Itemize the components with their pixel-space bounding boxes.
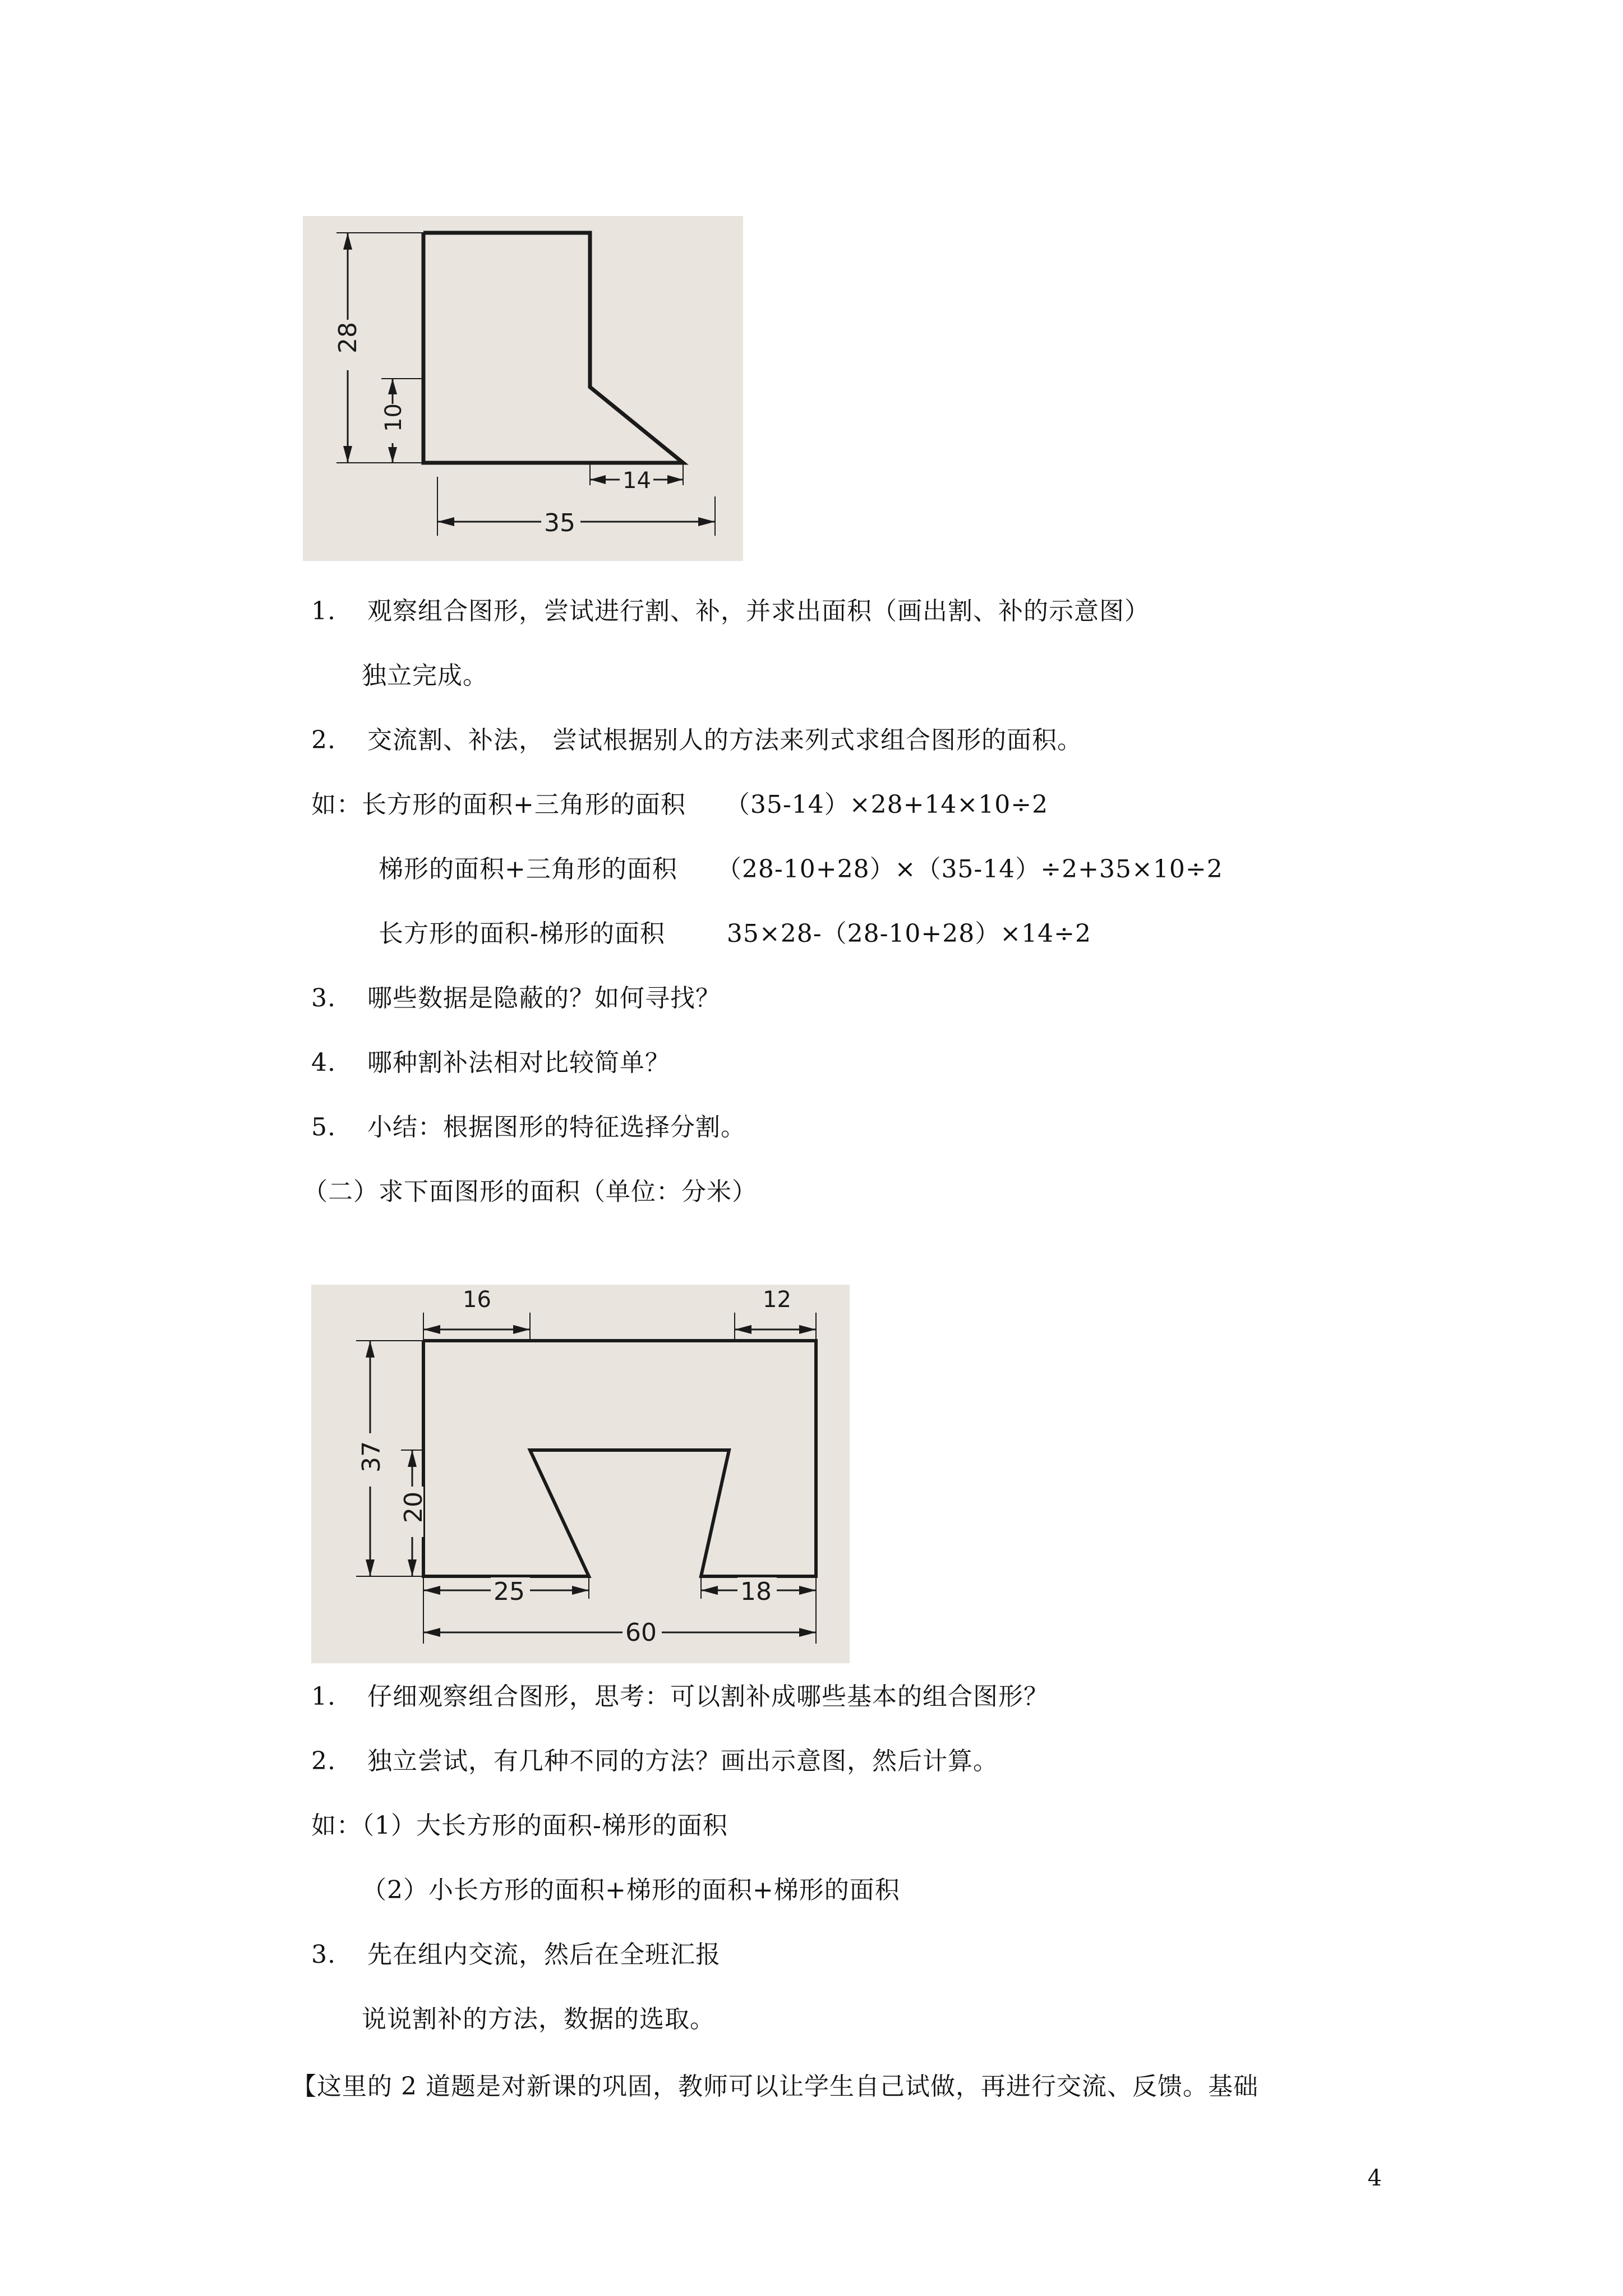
dim-18: 18 bbox=[740, 1577, 772, 1606]
dim-14: 14 bbox=[623, 468, 651, 494]
step-1: 1. 观察组合图形，尝试进行割、补，并求出面积（画出割、补的示意图） bbox=[311, 597, 1150, 625]
dim-37: 37 bbox=[357, 1441, 386, 1473]
dim-28: 28 bbox=[334, 322, 362, 353]
step-1-continuation: 独立完成。 bbox=[362, 661, 488, 690]
dim-12: 12 bbox=[763, 1287, 791, 1313]
dim-16: 16 bbox=[463, 1287, 491, 1313]
figure-1-drawing bbox=[303, 216, 743, 561]
step-2-3-continuation: 说说割补的方法，数据的选取。 bbox=[362, 2005, 715, 2033]
example-2-1: 如：（1）大长方形的面积-梯形的面积 bbox=[311, 1811, 728, 1840]
step-4: 4. 哪种割补法相对比较简单？ bbox=[311, 1048, 670, 1077]
dim-20: 20 bbox=[399, 1492, 428, 1523]
step-2-3: 3. 先在组内交流，然后在全班汇报 bbox=[311, 1940, 721, 1969]
figure-2-drawing bbox=[311, 1285, 850, 1663]
dim-60: 60 bbox=[625, 1618, 657, 1647]
example-2: 梯形的面积+三角形的面积 （28-10+28）×（35-14）÷2+35×10÷2 bbox=[379, 855, 1223, 884]
example-1: 如：长方形的面积+三角形的面积 （35-14）×28+14×10÷2 bbox=[311, 790, 1049, 819]
step-5: 5. 小结：根据图形的特征选择分割。 bbox=[311, 1113, 746, 1142]
teacher-note: 【这里的 2 道题是对新课的巩固，教师可以让学生自己试做，再进行交流、反馈。基础 bbox=[292, 2072, 1258, 2101]
section-2-heading: （二）求下面图形的面积（单位：分米） bbox=[303, 1177, 757, 1206]
page-number: 4 bbox=[1367, 2165, 1382, 2191]
example-2-2: （2）小长方形的面积+梯形的面积+梯形的面积 bbox=[362, 1876, 900, 1904]
dim-25: 25 bbox=[494, 1577, 525, 1606]
step-3: 3. 哪些数据是隐蔽的？如何寻找？ bbox=[311, 984, 721, 1013]
figure-composite-shape-1 bbox=[303, 216, 743, 561]
shape-outline bbox=[423, 233, 683, 463]
shape-outline bbox=[423, 1341, 816, 1576]
example-3: 长方形的面积-梯形的面积 35×28-（28-10+28）×14÷2 bbox=[379, 919, 1092, 948]
dim-10: 10 bbox=[381, 403, 407, 432]
step-2-1: 1. 仔细观察组合图形，思考：可以割补成哪些基本的组合图形？ bbox=[311, 1682, 1049, 1711]
step-2-2: 2. 独立尝试，有几种不同的方法？画出示意图，然后计算。 bbox=[311, 1747, 998, 1775]
step-2: 2. 交流割、补法， 尝试根据别人的方法来列式求组合图形的面积。 bbox=[311, 726, 1082, 754]
figure-composite-shape-2 bbox=[311, 1285, 850, 1663]
dim-35: 35 bbox=[544, 509, 575, 537]
